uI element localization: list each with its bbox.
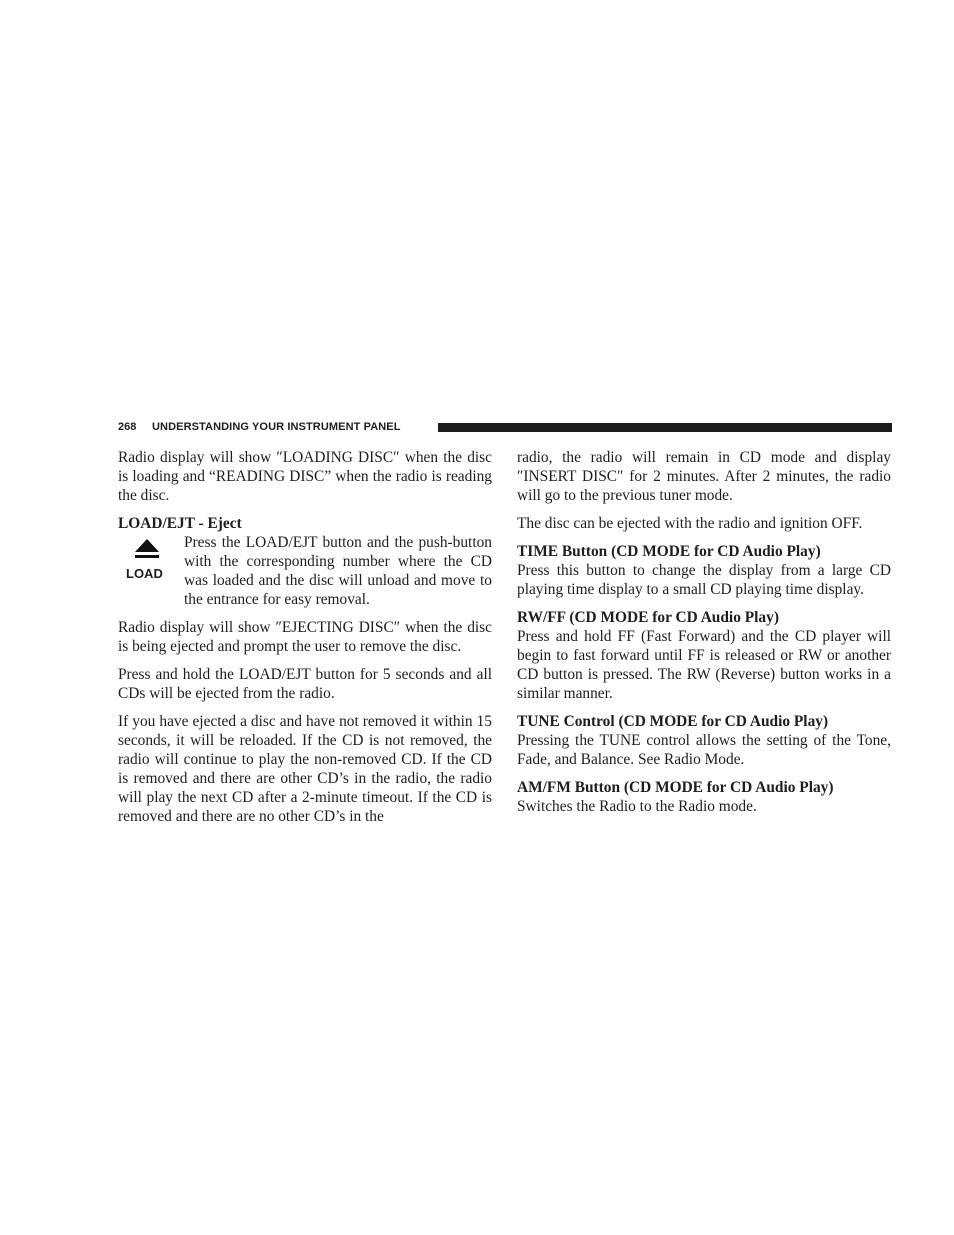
load-eject-icon <box>118 533 184 609</box>
page-number: 268 <box>118 421 137 433</box>
eject-all-paragraph: Press and hold the LOAD/EJT button for 5 seconds and all CDs will be ejected from the radio. <box>118 666 492 702</box>
ignition-off-paragraph: The disc can be ejected with the radio and ignition OFF. <box>517 515 863 532</box>
load-icon-label: LOAD <box>126 566 163 581</box>
insert-disc-paragraph: radio, the radio will remain in CD mode and display ″INSERT DISC″ for 2 minutes. After 2 minutes, the radio will go to the previous tuner mode. <box>517 449 891 504</box>
ejecting-disc-paragraph: Radio display will show ″EJECTING DISC″ when the disc is being ejected and prompt the user to remove the disc. <box>118 619 492 655</box>
page-header <box>118 419 892 437</box>
tune-control-heading: TUNE Control (CD MODE for CD Audio Play) <box>517 713 829 730</box>
header-rule <box>438 423 892 432</box>
am-fm-heading: AM/FM Button (CD MODE for CD Audio Play) <box>517 779 834 796</box>
tune-control-text: Pressing the TUNE control allows the setting of the Tone, Fade, and Balance. See Radio Mode. <box>517 732 891 768</box>
load-eject-block <box>118 533 492 618</box>
loading-disc-paragraph: Radio display will show ″LOADING DISC″ when the disc is loading and “READING DISC” when the radio is reading the disc. <box>118 449 492 504</box>
time-button-heading: TIME Button (CD MODE for CD Audio Play) <box>517 543 821 560</box>
rw-ff-text: Press and hold FF (Fast Forward) and the CD player will begin to fast forward until FF is released or RW or another CD button is pressed. The RW (Reverse) button works in a similar manner. <box>517 628 891 702</box>
load-eject-heading: LOAD/EJT - Eject <box>118 515 242 532</box>
rw-ff-heading: RW/FF (CD MODE for CD Audio Play) <box>517 609 779 626</box>
reload-paragraph: If you have ejected a disc and have not removed it within 15 seconds, it will be reloaded. If the CD is not removed, the radio will continue to play the non-removed CD. If the CD is removed and there are other CD’s in the radio, the radio will play the next CD after a 2-minute timeout. If the CD is removed and there are no other CD’s in the <box>118 713 492 825</box>
am-fm-text: Switches the Radio to the Radio mode. <box>517 798 757 815</box>
section-title: UNDERSTANDING YOUR INSTRUMENT PANEL <box>152 421 401 433</box>
left-column <box>118 448 492 835</box>
eject-triangle-icon <box>135 539 159 552</box>
eject-bar-icon <box>135 555 159 558</box>
load-eject-instructions: Press the LOAD/EJT button and the push-button with the corresponding number where the CD was loaded and the disc will unload and move to the entrance for easy removal. <box>184 534 492 608</box>
right-column <box>517 448 891 825</box>
time-button-text: Press this button to change the display from a large CD playing time display to a small CD playing time display. <box>517 562 891 598</box>
